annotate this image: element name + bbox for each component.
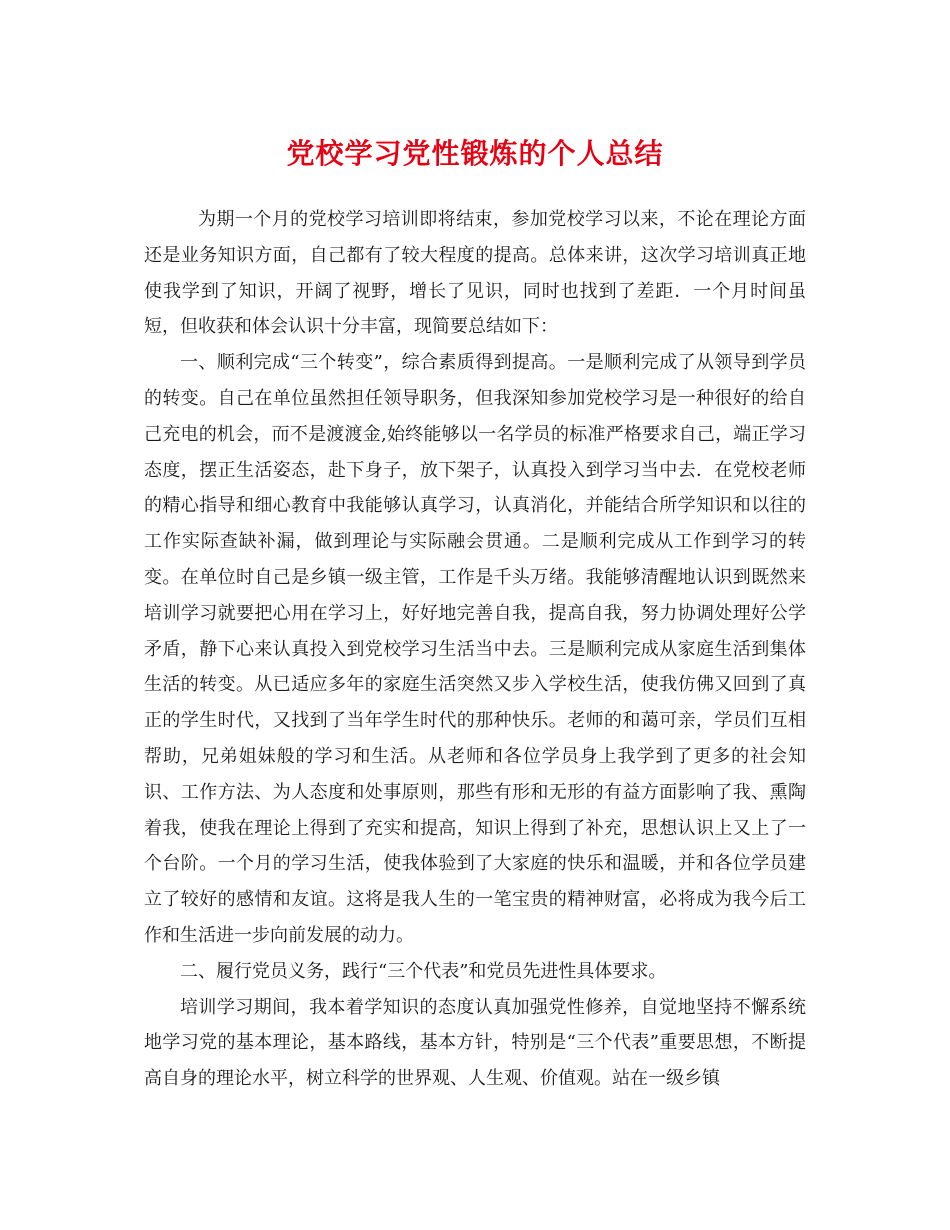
paragraph-section-two-heading: 二、履行党员义务，践行“三个代表”和党员先进性具体要求。 [180,960,667,982]
paragraph-section-one: 一、顺利完成“三个转变”，综合素质得到提高。一是顺利完成了从领导到学员的转变。自己在单位虽然担任领导职务，但我深知参加党校学习是一种很好的给自己充电的机会，而不是渡渡金,始终能够以一名学员的标准严格要求自己，端正学习态度，摆正生活姿态，赴下身子，放下架子，认真投入到学习当中去．在党校老师的精心指导和细心教育中我能够认真学习，认真消化，并能结合所学知识和以往的工作实际查缺补漏，做到理论与实际融会贯通。二是顺利完成从工作到学习的转变。在单位时自己是乡镇一级主管，工作是千头万绪。我能够清醒地认识到既然来培训学习就要把心用在学习上，好好地完善自我，提高自我，努力协调处理好公学矛盾，静下心来认真投入到党校学习生活当中去。三是顺利完成从家庭生活到集体生活的转变。从已适应多年的家庭生活突然又步入学校生活，使我仿佛又回到了真正的学生时代，又找到了当年学生时代的那种快乐。老师的和蔼可亲，学员们互相帮助，兄弟姐妹般的学习和生活。从老师和各位学员身上我学到了更多的社会知识、工作方法、为人态度和处事原则，那些有形和无形的有益方面影响了我、熏陶着我，使我在理论上得到了充实和提高，知识上得到了补充，思想认识上又上了一个台阶。一个月的学习生活，使我体验到了大家庭的快乐和温暖，并和各位学员建立了较好的感情和友谊。这将是我人生的一笔宝贵的精神财富，必将成为我今后工作和生活进一步向前发展的动力。 [144,352,806,946]
paragraph-intro: 为期一个月的党校学习培训即将结束，参加党校学习以来，不论在理论方面还是业务知识方面，自己都有了较大程度的提高。总体来讲，这次学习培训真正地使我学到了知识，开阔了视野，增长了见识，同时也找到了差距．一个月时间虽短，但收获和体会认识十分丰富，现简要总结如下： [144,209,806,338]
document-body [144,202,806,1097]
paragraph-section-two-body: 培训学习期间，我本着学知识的态度认真加强党性修养，自觉地坚持不懈系统地学习党的基本理论，基本路线，基本方针，特别是“三个代表”重要思想，不断提高自身的理论水平，树立科学的世界观、人生观、价值观。站在一级乡镇 [144,996,806,1090]
document-title: 党校学习党性锻炼的个人总结 [286,137,664,170]
